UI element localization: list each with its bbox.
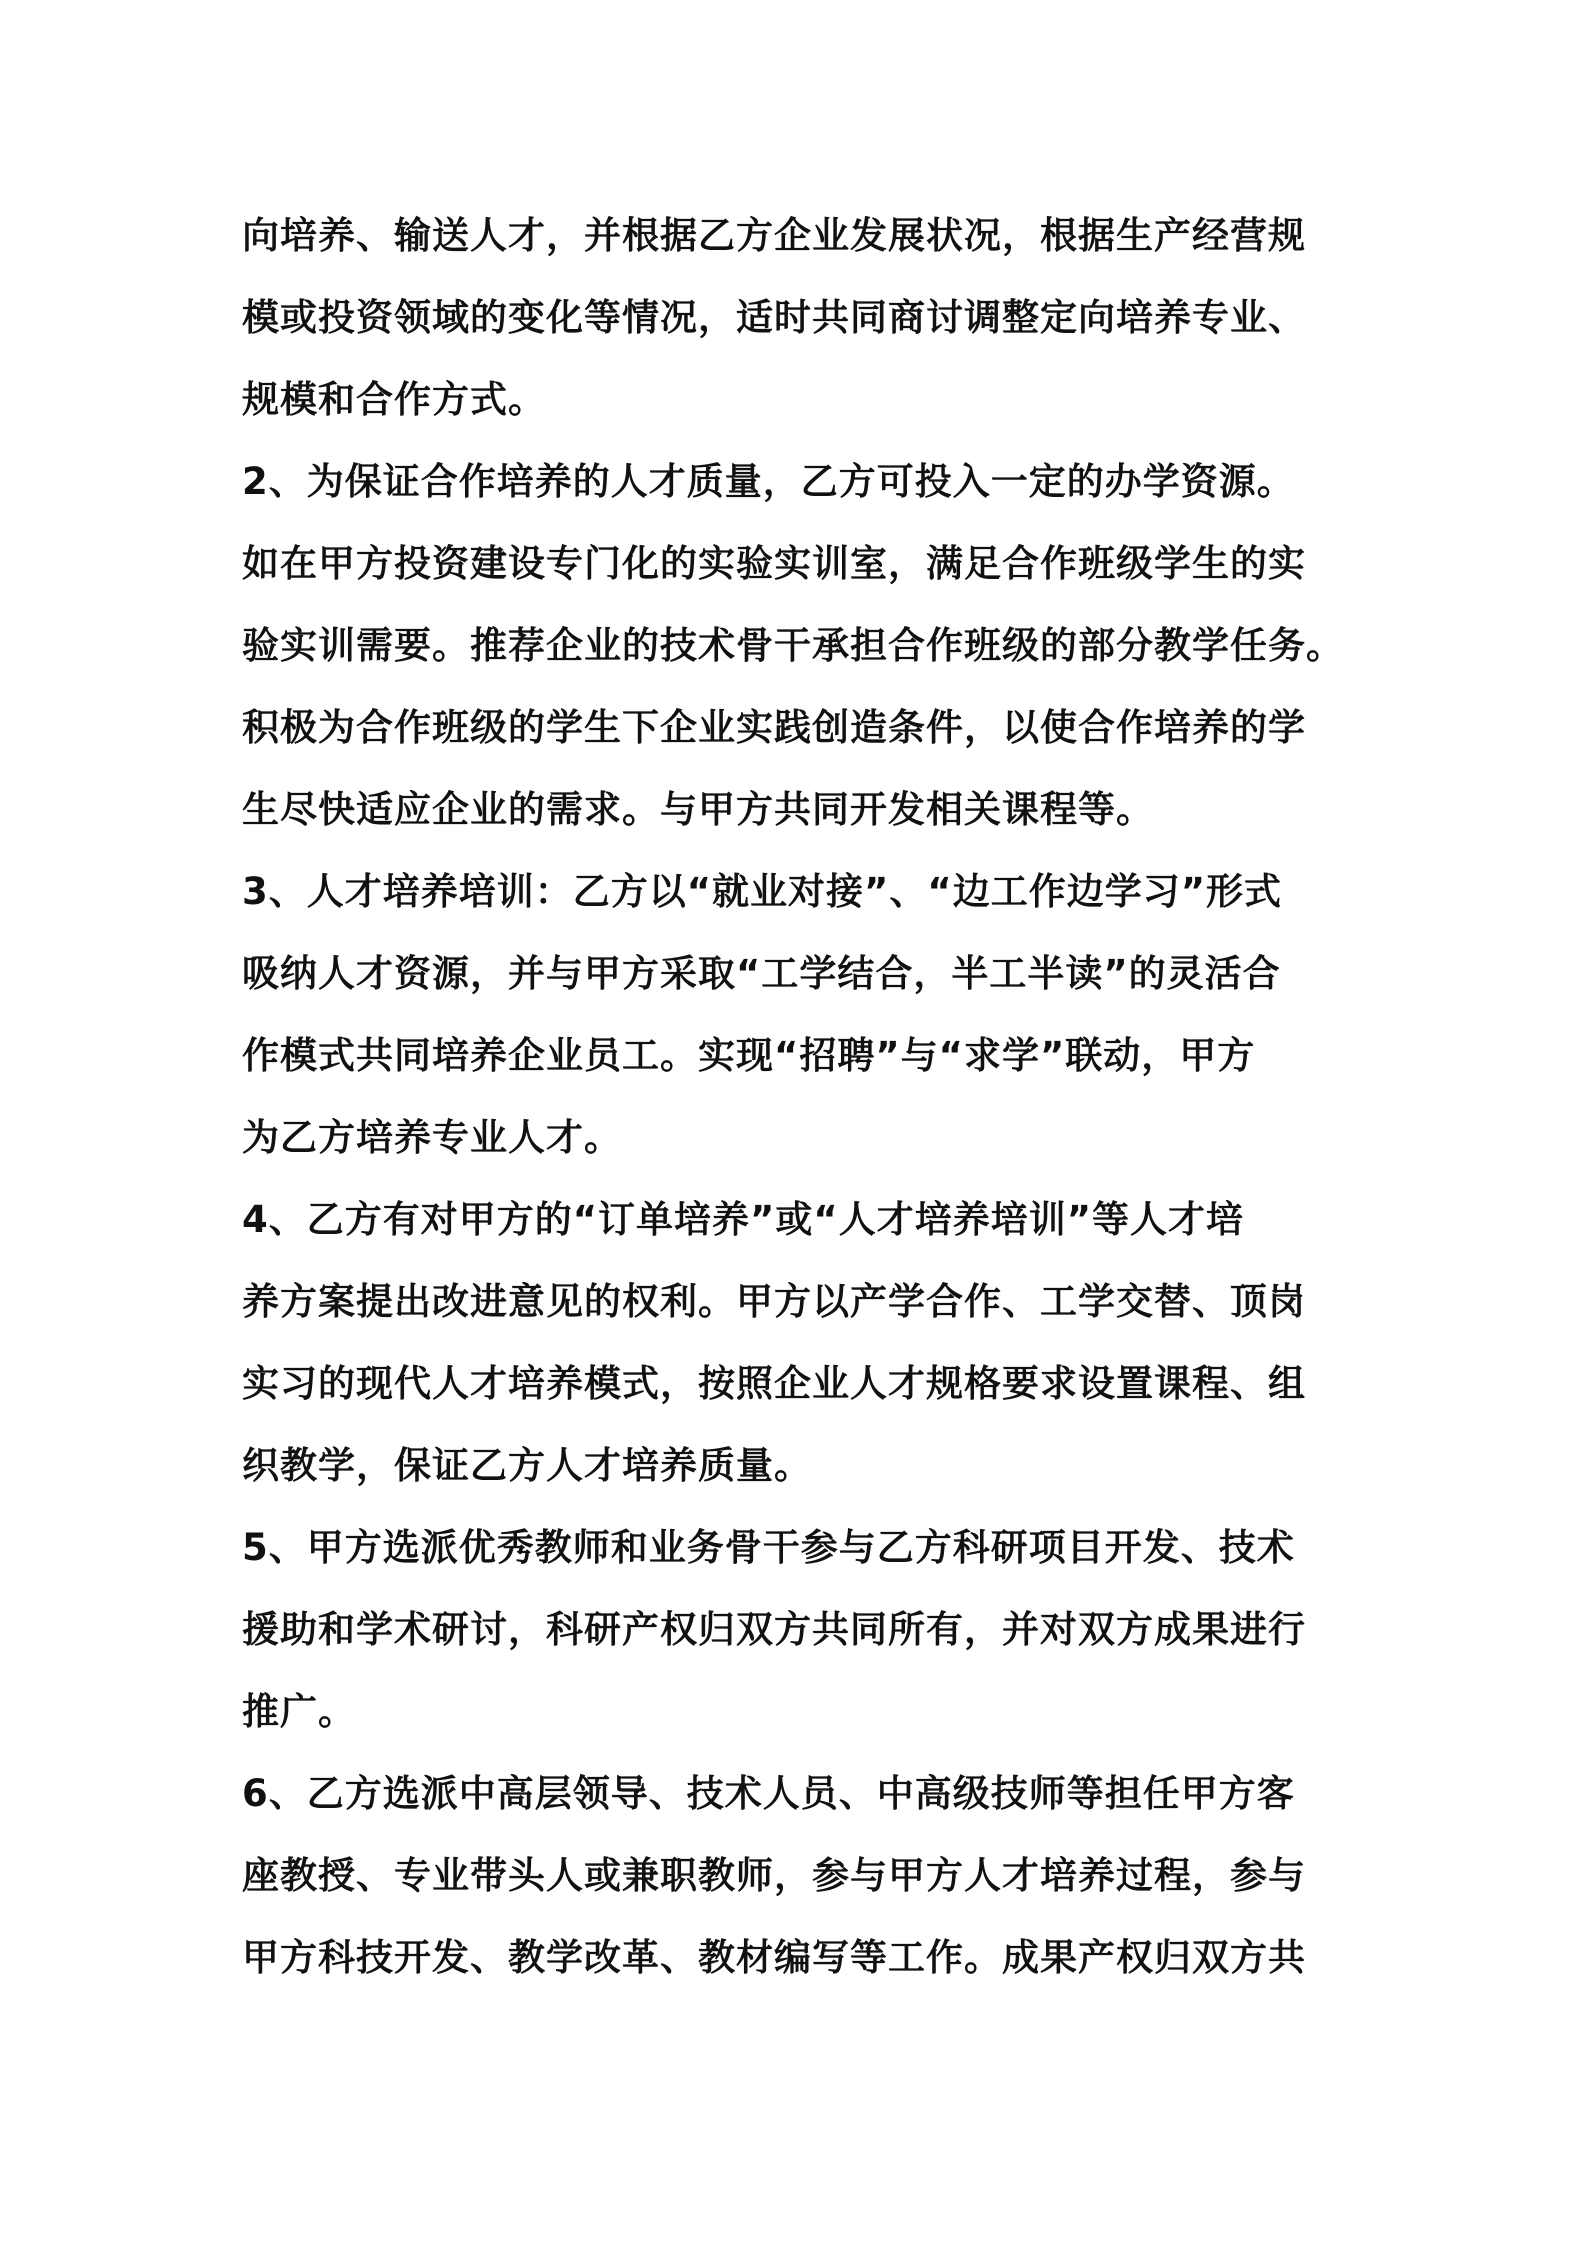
text-line: 实习的现代人才培养模式，按照企业人才规格要求设置课程、组 <box>242 1362 1306 1405</box>
text-line: 推广。 <box>242 1690 356 1733</box>
text-line: 模或投资领域的变化等情况，适时共同商讨调整定向培养专业、 <box>242 296 1306 339</box>
text-line: 向培养、输送人才，并根据乙方企业发展状况，根据生产经营规 <box>242 214 1306 257</box>
text-line: 生尽快适应企业的需求。与甲方共同开发相关课程等。 <box>242 788 1154 831</box>
text-line: 织教学，保证乙方人才培养质量。 <box>242 1444 812 1487</box>
text-line: 3、人才培养培训：乙方以“就业对接”、“边工作边学习”形式 <box>242 870 1283 913</box>
text-line: 积极为合作班级的学生下企业实践创造条件，以使合作培养的学 <box>242 706 1306 749</box>
text-line: 6、乙方选派中高层领导、技术人员、中高级技师等担任甲方客 <box>242 1772 1295 1815</box>
text-line: 5、甲方选派优秀教师和业务骨干参与乙方科研项目开发、技术 <box>242 1526 1295 1569</box>
text-line: 为乙方培养专业人才。 <box>242 1116 622 1159</box>
document-body <box>242 195 1362 1999</box>
text-line: 援助和学术研讨，科研产权归双方共同所有，并对双方成果进行 <box>242 1608 1306 1651</box>
text-line: 甲方科技开发、教学改革、教材编写等工作。成果产权归双方共 <box>242 1936 1306 1979</box>
text-line: 作模式共同培养企业员工。实现“招聘”与“求学”联动，甲方 <box>242 1034 1256 1077</box>
text-line: 养方案提出改进意见的权利。甲方以产学合作、工学交替、顶岗 <box>242 1280 1306 1323</box>
text-line: 4、乙方有对甲方的“订单培养”或“人才培养培训”等人才培 <box>242 1198 1245 1241</box>
text-line: 座教授、专业带头人或兼职教师，参与甲方人才培养过程，参与 <box>242 1854 1306 1897</box>
text-line: 如在甲方投资建设专门化的实验实训室，满足合作班级学生的实 <box>242 542 1306 585</box>
text-line: 规模和合作方式。 <box>242 378 546 421</box>
text-line: 2、为保证合作培养的人才质量，乙方可投入一定的办学资源。 <box>242 460 1295 503</box>
text-line: 吸纳人才资源，并与甲方采取“工学结合，半工半读”的灵活合 <box>242 952 1281 995</box>
text-line: 验实训需要。推荐企业的技术骨干承担合作班级的部分教学任务。 <box>242 624 1344 667</box>
